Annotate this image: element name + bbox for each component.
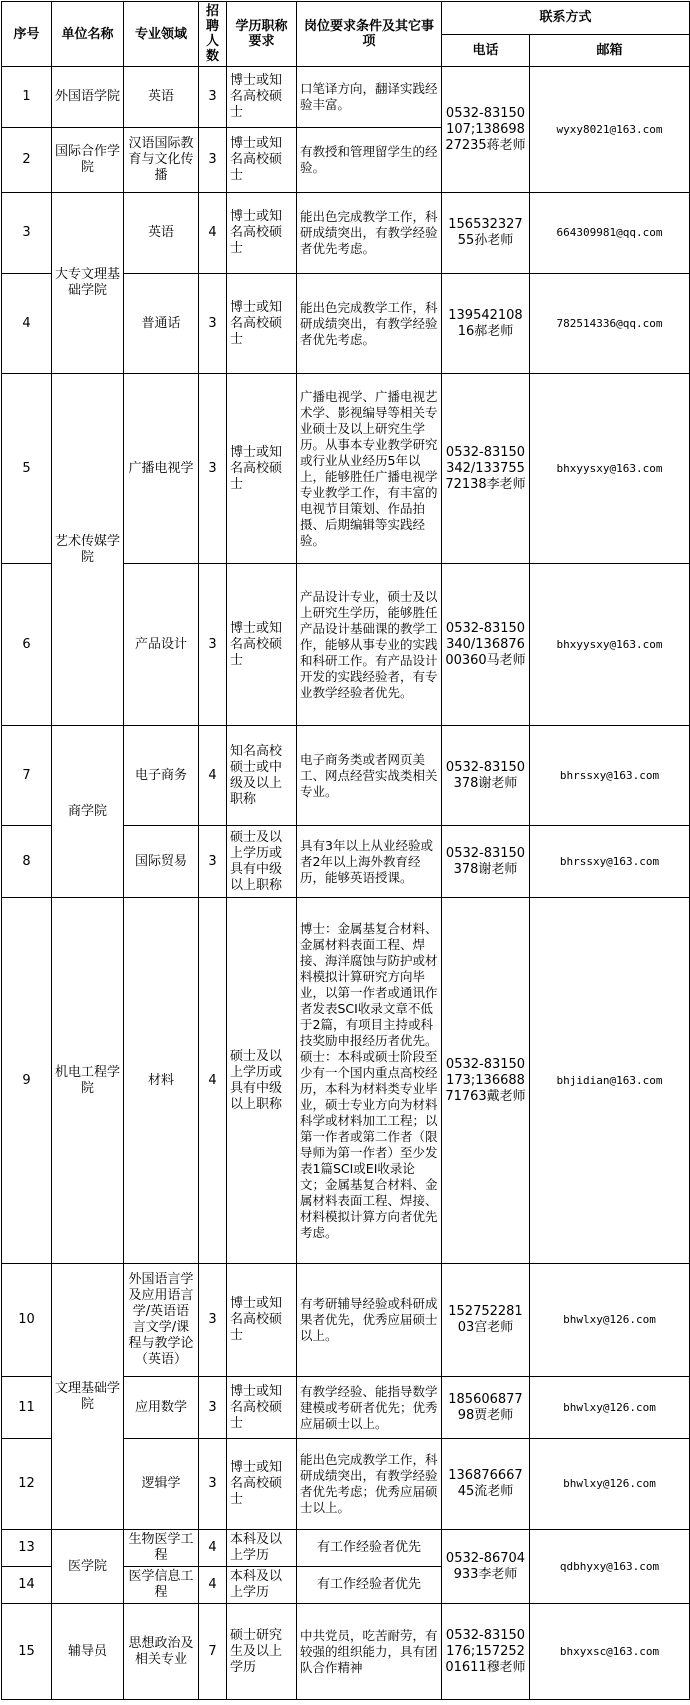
edu-cell: 博士或知名高校硕士: [227, 1439, 297, 1530]
header-field: 专业领域: [124, 2, 199, 67]
field-cell: 生物医学工程: [124, 1530, 199, 1567]
email-cell[interactable]: bhwlxy@126.com: [530, 1377, 690, 1439]
requirements-cell: 产品设计专业，硕士及以上研究生学历，能够胜任产品设计基础课的教学工作，能够从事专业的实践和科研工作。有产品设计开发的实践经验者，有专业教学经验者优先。: [297, 564, 442, 726]
email-cell[interactable]: 782514336@qq.com: [530, 274, 690, 374]
seq-cell: 9: [2, 898, 52, 1264]
phone-cell: 13687666745流老师: [442, 1439, 530, 1530]
requirements-cell: 电子商务类或者网页美工、网点经营实战类相关专业。: [297, 726, 442, 826]
table-row: [2, 193, 690, 274]
edu-cell: 博士或知名高校硕士: [227, 564, 297, 726]
field-cell: 广播电视学: [124, 374, 199, 564]
edu-cell: 硕士及以上学历或具有中级以上职称: [227, 826, 297, 898]
unit-cell: 文理基础学院: [52, 1264, 124, 1530]
phone-cell: 0532-83150107;13869827235蒋老师: [442, 67, 530, 193]
edu-cell: 博士或知名高校硕士: [227, 274, 297, 374]
field-cell: 英语: [124, 193, 199, 274]
table-row: [2, 1264, 690, 1377]
edu-cell: 硕士研究生及以上学历: [227, 1604, 297, 1700]
requirements-cell: 有教学经验、能指导数学建模或考研者优先；优秀应届硕士以上。: [297, 1377, 442, 1439]
phone-cell: 0532-83150342/13375572138李老师: [442, 374, 530, 564]
field-cell: 材料: [124, 898, 199, 1264]
seq-cell: 8: [2, 826, 52, 898]
header-unit: 单位名称: [52, 2, 124, 67]
seq-cell: 6: [2, 564, 52, 726]
count-cell: 4: [199, 898, 227, 1264]
phone-cell: 0532-83150340/13687600360马老师: [442, 564, 530, 726]
email-cell[interactable]: wyxy8021@163.com: [530, 67, 690, 193]
unit-cell: 医学院: [52, 1530, 124, 1604]
seq-cell: 14: [2, 1567, 52, 1604]
count-cell: 4: [199, 726, 227, 826]
edu-cell: 博士或知名高校硕士: [227, 128, 297, 193]
unit-cell: 国际合作学院: [52, 128, 124, 193]
seq-cell: 10: [2, 1264, 52, 1377]
requirements-cell: 能出色完成教学工作，科研成绩突出，有教学经验者优先考虑；优秀应届硕士以上。: [297, 1439, 442, 1530]
count-cell: 3: [199, 564, 227, 726]
count-cell: 3: [199, 826, 227, 898]
count-cell: 4: [199, 1567, 227, 1604]
phone-cell: 0532-83150378谢老师: [442, 826, 530, 898]
field-cell: 医学信息工程: [124, 1567, 199, 1604]
field-cell: 普通话: [124, 274, 199, 374]
count-cell: 4: [199, 193, 227, 274]
email-cell[interactable]: 664309981@qq.com: [530, 193, 690, 274]
email-cell[interactable]: bhrssxy@163.com: [530, 826, 690, 898]
edu-cell: 本科及以上学历: [227, 1530, 297, 1567]
seq-cell: 15: [2, 1604, 52, 1700]
phone-cell: 15653232755孙老师: [442, 193, 530, 274]
field-cell: 电子商务: [124, 726, 199, 826]
edu-cell: 知名高校硕士或中级及以上职称: [227, 726, 297, 826]
seq-cell: 4: [2, 274, 52, 374]
header-seq: 序号: [2, 2, 52, 67]
phone-cell: 0532-83150176;15725201611穆老师: [442, 1604, 530, 1700]
count-cell: 3: [199, 67, 227, 128]
unit-cell: 商学院: [52, 726, 124, 898]
count-cell: 4: [199, 1530, 227, 1567]
requirements-cell: 中共党员，吃苦耐劳，有较强的组织能力，具有团队合作精神: [297, 1604, 442, 1700]
table-row: [2, 1530, 690, 1567]
table-row: [2, 67, 690, 128]
requirements-cell: 能出色完成教学工作，科研成绩突出，有教学经验者优先考虑。: [297, 274, 442, 374]
email-cell[interactable]: qdbhyxy@163.com: [530, 1530, 690, 1604]
phone-cell: 0532-83150173;13668871763戴老师: [442, 898, 530, 1264]
requirements-cell: 能出色完成教学工作，科研成绩突出，有教学经验者优先考虑。: [297, 193, 442, 274]
phone-cell: 13954210816郝老师: [442, 274, 530, 374]
edu-cell: 博士或知名高校硕士: [227, 1264, 297, 1377]
unit-cell: 机电工程学院: [52, 898, 124, 1264]
header-email: 邮箱: [530, 34, 690, 67]
requirements-cell: 具有3年以上从业经验或者2年以上海外教育经历，能够英语授课。: [297, 826, 442, 898]
field-cell: 逻辑学: [124, 1439, 199, 1530]
count-cell: 3: [199, 374, 227, 564]
count-cell: 3: [199, 128, 227, 193]
phone-cell: 0532-83150378谢老师: [442, 726, 530, 826]
email-cell[interactable]: bhwlxy@126.com: [530, 1439, 690, 1530]
seq-cell: 3: [2, 193, 52, 274]
seq-cell: 12: [2, 1439, 52, 1530]
field-cell: 外国语言学及应用语言学/英语语言文学/课程与教学论（英语）: [124, 1264, 199, 1377]
unit-cell: 辅导员: [52, 1604, 124, 1700]
count-cell: 3: [199, 1264, 227, 1377]
field-cell: 英语: [124, 67, 199, 128]
email-cell[interactable]: bhwlxy@126.com: [530, 1264, 690, 1377]
field-cell: 产品设计: [124, 564, 199, 726]
email-cell[interactable]: bhjidian@163.com: [530, 898, 690, 1264]
email-cell[interactable]: bhrssxy@163.com: [530, 726, 690, 826]
seq-cell: 13: [2, 1530, 52, 1567]
header-count: 招聘人数: [199, 2, 227, 67]
seq-cell: 2: [2, 128, 52, 193]
table-row: [2, 726, 690, 826]
seq-cell: 5: [2, 374, 52, 564]
header-requirements: 岗位要求条件及其它事项: [297, 2, 442, 67]
unit-cell: 艺术传媒学院: [52, 374, 124, 726]
requirements-cell: 有教授和管理留学生的经验。: [297, 128, 442, 193]
seq-cell: 11: [2, 1377, 52, 1439]
field-cell: 国际贸易: [124, 826, 199, 898]
count-cell: 3: [199, 274, 227, 374]
count-cell: 3: [199, 1439, 227, 1530]
edu-cell: 本科及以上学历: [227, 1567, 297, 1604]
edu-cell: 博士或知名高校硕士: [227, 193, 297, 274]
header-edu: 学历职称要求: [227, 2, 297, 67]
table-row: [2, 374, 690, 564]
phone-cell: 0532-86704933李老师: [442, 1530, 530, 1604]
count-cell: 3: [199, 1377, 227, 1439]
table-row: [2, 1604, 690, 1700]
phone-cell: 18560687798贾老师: [442, 1377, 530, 1439]
email-cell[interactable]: bhxyxsc@163.com: [530, 1604, 690, 1700]
email-cell[interactable]: bhxyysxy@163.com: [530, 374, 690, 564]
email-cell[interactable]: bhxyysxy@163.com: [530, 564, 690, 726]
edu-cell: 博士或知名高校硕士: [227, 67, 297, 128]
edu-cell: 博士或知名高校硕士: [227, 374, 297, 564]
header-contact: 联系方式: [442, 2, 690, 35]
requirements-cell: 有工作经验者优先: [297, 1530, 442, 1567]
count-cell: 7: [199, 1604, 227, 1700]
edu-cell: 博士或知名高校硕士: [227, 1377, 297, 1439]
phone-cell: 15275228103宫老师: [442, 1264, 530, 1377]
field-cell: 思想政治及相关专业: [124, 1604, 199, 1700]
seq-cell: 7: [2, 726, 52, 826]
table-row: [2, 898, 690, 1264]
requirements-cell: 有考研辅导经验或科研成果者优先，优秀应届硕士以上。: [297, 1264, 442, 1377]
recruitment-table: [1, 1, 690, 1700]
requirements-cell: 有工作经验者优先: [297, 1567, 442, 1604]
field-cell: 应用数学: [124, 1377, 199, 1439]
edu-cell: 硕士及以上学历或具有中级以上职称: [227, 898, 297, 1264]
seq-cell: 1: [2, 67, 52, 128]
unit-cell: 外国语学院: [52, 67, 124, 128]
header-phone: 电话: [442, 34, 530, 67]
requirements-cell: 广播电视学、广播电视艺术学、影视编导等相关专业硕士及以上研究生学历。从事本专业教学研究或行业从业经历5年以上，能够胜任广播电视学专业教学工作，有丰富的电视节目策划、作品拍摄、后期编辑等实践经验。: [297, 374, 442, 564]
requirements-cell: 口笔译方向，翻译实践经验丰富。: [297, 67, 442, 128]
field-cell: 汉语国际教育与文化传播: [124, 128, 199, 193]
requirements-cell: 博士：金属基复合材料、金属材料表面工程、焊接、海洋腐蚀与防护或材料模拟计算研究方向毕业，以第一作者或通讯作者发表SCI收录文章不低于2篇，有项目主持或科技奖励申报经历者优先。硕士：本科或硕士阶段至少有一个国内重点高校经历，本科为材料类专业毕业，硕士专业方向为材料科学或材料加工工程；以第一作者或第二作者（限导师为第一作者）至少发表1篇SCI或EI收录论文；金属基复合材料、金属材料表面工程、焊接、材料模拟计算方向者优先考虑。: [297, 898, 442, 1264]
unit-cell: 大专文理基础学院: [52, 193, 124, 374]
